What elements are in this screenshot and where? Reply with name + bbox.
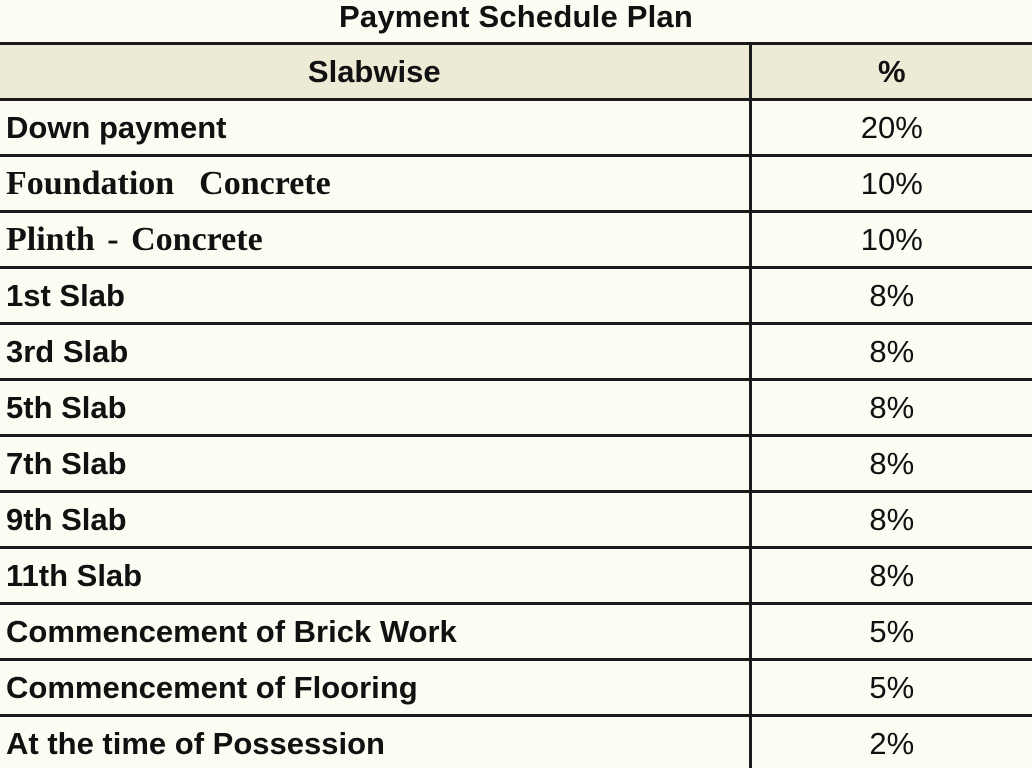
table-row (0, 100, 1032, 156)
table-row (0, 548, 1032, 604)
stage-cell: 1st Slab (0, 268, 750, 324)
percent-cell: 8% (750, 548, 1032, 604)
stage-cell: At the time of Possession (0, 716, 750, 768)
table-row (0, 324, 1032, 380)
payment-schedule-table (0, 42, 1032, 768)
percent-cell: 10% (750, 156, 1032, 212)
percent-cell: 5% (750, 604, 1032, 660)
percent-cell: 10% (750, 212, 1032, 268)
table-row (0, 156, 1032, 212)
table-row (0, 716, 1032, 768)
percent-cell: 5% (750, 660, 1032, 716)
column-header-percent: % (750, 44, 1032, 100)
table-row (0, 660, 1032, 716)
column-header-slabwise: Slabwise (0, 44, 750, 100)
stage-cell: 7th Slab (0, 436, 750, 492)
stage-cell: Down payment (0, 100, 750, 156)
table-row (0, 492, 1032, 548)
percent-cell: 8% (750, 324, 1032, 380)
table-row (0, 212, 1032, 268)
stage-cell: 11th Slab (0, 548, 750, 604)
stage-cell: Commencement of Flooring (0, 660, 750, 716)
percent-cell: 20% (750, 100, 1032, 156)
percent-cell: 8% (750, 492, 1032, 548)
stage-cell: Foundation Concrete (0, 156, 750, 212)
percent-cell: 2% (750, 716, 1032, 768)
table-row (0, 380, 1032, 436)
stage-cell: 9th Slab (0, 492, 750, 548)
percent-cell: 8% (750, 436, 1032, 492)
table-row (0, 436, 1032, 492)
table-header-row (0, 44, 1032, 100)
percent-cell: 8% (750, 268, 1032, 324)
table-row (0, 268, 1032, 324)
stage-cell: 5th Slab (0, 380, 750, 436)
page-title: Payment Schedule Plan (339, 0, 693, 34)
stage-cell: 3rd Slab (0, 324, 750, 380)
stage-cell: Commencement of Brick Work (0, 604, 750, 660)
stage-cell: Plinth - Concrete (0, 212, 750, 268)
percent-cell: 8% (750, 380, 1032, 436)
table-row (0, 604, 1032, 660)
